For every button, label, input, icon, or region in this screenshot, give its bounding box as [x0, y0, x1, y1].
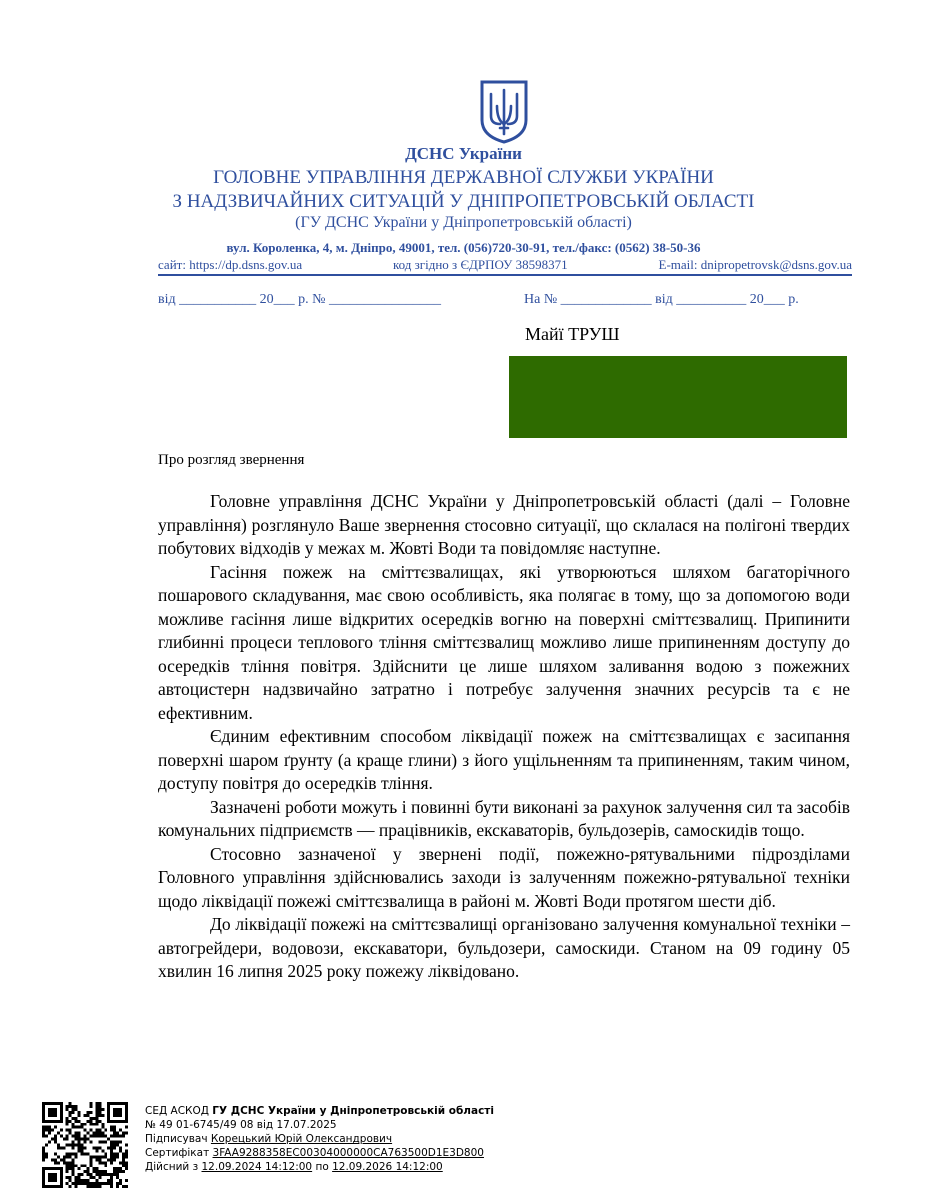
signature-system-line: [145, 1104, 494, 1118]
signer-label: Підписувач: [145, 1133, 208, 1145]
edrpou-code: код згідно з ЄДРПОУ 38598371: [393, 257, 568, 272]
certificate-label: Сертифікат: [145, 1147, 210, 1159]
incoming-registration-field: На № _____________ від __________ 20___ р.: [524, 292, 799, 307]
body-paragraph: Єдиним ефективним способом ліквідації пожеж на сміттєзвалищах є засипання поверхні шаром ґрунту (а краще глини) з його ущільненням та припиненням, таким чином, доступу повітря до осередків тління.: [158, 726, 850, 793]
validity-line: [145, 1160, 494, 1174]
body-paragraph: Гасіння пожеж на сміттєзвалищах, які утворюються шляхом багаторічного пошарового складування, має свою особливість, яка полягає в тому, що за допомогою води можливе гасіння лише відкритих осередків вогню на поверхні сміттєзвалищ. Припинити глибинні процеси теплового тління сміттєзвалищ можливо лише припиненням доступу до осередків тління повітря. Здійснити це лише шляхом заливання водою з пожежних автоцистерн надзвичайно затратно і потребує залучення значних ресурсів та є не ефективним.: [158, 561, 850, 723]
signature-system: СЕД АСКОД: [145, 1105, 209, 1117]
body-paragraph: Стосовно зазначеної у звернені події, пожежно-рятувальними підрозділами Головного управління здійснювались заходи із залученням пожежно-рятувальної техніки щодо ліквідації пожежі сміттєзвалища в районі м. Жовті Води протягом шести діб.: [158, 843, 850, 911]
document-number: № 49 01-6745/49 08 від 17.07.2025: [145, 1119, 337, 1131]
e-signature-stamp: [145, 1104, 494, 1174]
signer-name: Корецький Юрій Олександрович: [210, 1133, 393, 1145]
recipient-name: Майї ТРУШ: [525, 324, 620, 344]
signer-line: [145, 1132, 494, 1146]
site-link[interactable]: сайт: https://dp.dsns.gov.ua: [158, 257, 303, 272]
outgoing-registration-field: від ___________ 20___ р. № ________________: [158, 292, 441, 307]
certificate-line: [145, 1146, 494, 1160]
department-title-line1: ГОЛОВНЕ УПРАВЛІННЯ ДЕРЖАВНОЇ СЛУЖБИ УКРАЇНИ: [213, 167, 714, 188]
valid-from-date: 12.09.2024 14:12:00: [201, 1161, 313, 1173]
body-paragraph: До ліквідації пожежі на сміттєзвалищі організовано залучення комунальної техніки – автогрейдери, водовози, екскаватори, бульдозери, самоскиди. Станом на 09 годину 05 хвилин 16 липня 2025 року пожежу ліквідовано.: [158, 914, 850, 981]
letter-body: [158, 490, 850, 984]
valid-to-date: 12.09.2026 14:12:00: [332, 1161, 443, 1173]
department-short-name: (ГУ ДСНС України у Дніпропетровській області): [295, 214, 632, 231]
email-link[interactable]: E-mail: dnipropetrovsk@dsns.gov.ua: [658, 257, 852, 272]
valid-from-label: Дійсний з: [145, 1161, 199, 1173]
certificate-value: 3FAA9288358EC00304000000CA763500D1E3D800: [212, 1147, 484, 1159]
address-line: вул. Короленка, 4, м. Дніпро, 49001, тел. (056)720-30-91, тел./факс: (0562) 38-50-36: [226, 240, 701, 255]
valid-to-label: по: [315, 1161, 329, 1173]
signature-organization: ГУ ДСНС України у Дніпропетровській області: [212, 1105, 494, 1117]
body-paragraph: Зазначені роботи можуть і повинні бути виконані за рахунок залучення сил та засобів комунальних підприємств — працівників, екскаваторів, бульдозерів, самоскидів тощо.: [158, 796, 850, 840]
agency-name: ДСНС України: [405, 144, 522, 163]
trident-coat-of-arms-icon: [478, 80, 530, 144]
qr-code-icon: [42, 1102, 128, 1188]
letter-subject: Про розгляд звернення: [158, 452, 305, 468]
department-title-line2: З НАДЗВИЧАЙНИХ СИТУАЦІЙ У ДНІПРОПЕТРОВСЬКІЙ ОБЛАСТІ: [172, 191, 755, 212]
body-paragraph: Головне управління ДСНС України у Дніпропетровській області (далі – Головне управління) розглянуло Ваше звернення стосовно ситуації, що склалася на полігоні твердих побутових відходів у межах м. Жовті Води та повідомляє наступне.: [158, 491, 850, 558]
redacted-address-block: [509, 356, 847, 438]
contacts-line: [158, 257, 852, 276]
